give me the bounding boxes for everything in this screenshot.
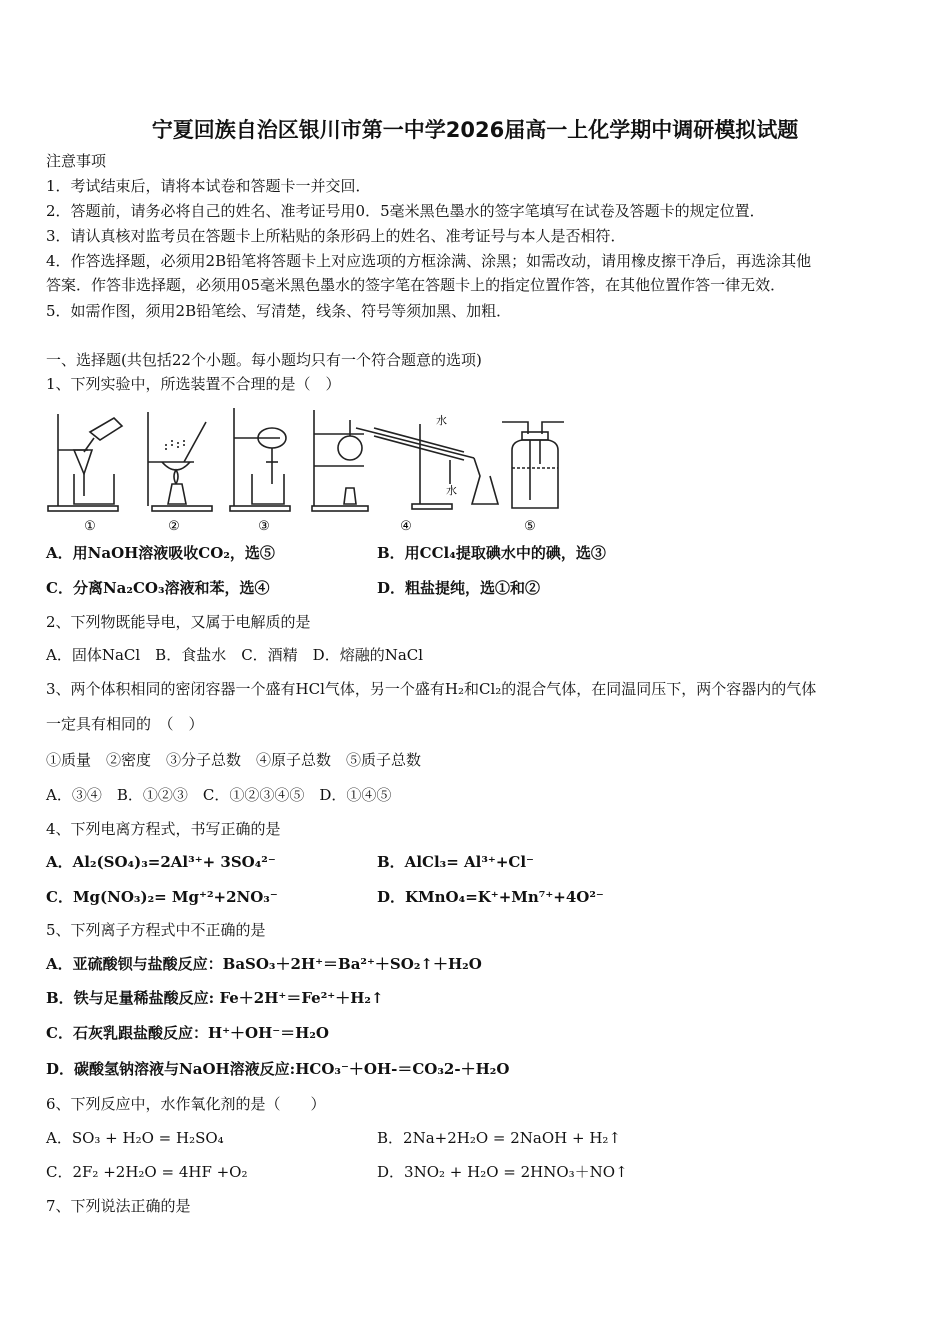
q4-option-d: D．KMnO₄=K⁺+Mn⁷⁺+4O²⁻ [377,888,604,906]
q4-option-a: A．Al₂(SO₄)₃=2Al³⁺+ 3SO₄²⁻ [46,853,276,871]
figure-label: ③ [258,519,270,534]
apparatus-4-distillation [312,410,498,511]
q6-option-b: B．2Na+2H₂O = 2NaOH + H₂↑ [377,1129,621,1147]
q1-option-c: C．分离Na₂CO₃溶液和苯，选④ [46,579,270,597]
q4-option-b: B．AlCl₃= Al³⁺+Cl⁻ [377,853,534,871]
q4-stem: 4、下列电离方程式，书写正确的是 [46,820,281,838]
water-label: 水 [446,484,457,497]
notice-item: 3．请认真核对监考员在答题卡上所粘贴的条形码上的姓名、准考证号与本人是否相符． [46,227,626,245]
section-heading: 一、选择题(共包括22个小题。每小题均只有一个符合题意的选项) [46,351,482,369]
q6-option-c: C．2F₂ +2H₂O = 4HF +O₂ [46,1163,248,1181]
apparatus-5-gas-bottle [502,422,564,508]
apparatus-2-evaporation [148,412,212,511]
figure-label: ① [84,519,96,534]
q5-option-b: B．铁与足量稀盐酸反应: Fe＋2H⁺＝Fe²⁺＋H₂↑ [46,989,384,1007]
q3-options: A．③④ B．①②③ C．①②③④⑤ D．①④⑤ [46,786,392,804]
notice-item: 1．考试结束后，请将本试卷和答题卡一并交回． [46,177,371,195]
notice-item: 4．作答选择题，必须用2B铅笔将答题卡上对应选项的方框涂满、涂黑；如需改动，请用橡皮擦干净后，再选涂其他 [46,252,812,270]
q6-stem: 6、下列反应中，水作氧化剂的是（ ） [46,1095,326,1113]
q5-option-d: D．碳酸氢钠溶液与NaOH溶液反应:HCO₃⁻＋OH-＝CO₃2-＋H₂O [46,1060,510,1078]
q5-option-a: A．亚硫酸钡与盐酸反应：BaSO₃＋2H⁺＝Ba²⁺＋SO₂↑＋H₂O [46,955,482,973]
q6-option-d: D．3NO₂ + H₂O = 2HNO₃＋NO↑ [377,1163,628,1181]
q2-options: A．固体NaCl B．食盐水 C．酒精 D．熔融的NaCl [46,646,424,664]
apparatus-3-separatory-funnel [230,408,290,511]
q7-stem: 7、下列说法正确的是 [46,1197,191,1215]
q1-option-a: A．用NaOH溶液吸收CO₂，选⑤ [46,544,275,562]
notice-item: 5．如需作图，须用2B铅笔绘、写清楚，线条、符号等须加黑、加粗． [46,302,512,320]
q3-stem: 3、两个体积相同的密闭容器一个盛有HCl气体，另一个盛有H₂和Cl₂的混合气体，在同温同压下，两个容器内的气体 [46,680,817,698]
q5-stem: 5、下列离子方程式中不正确的是 [46,921,266,939]
q1-stem: 1、下列实验中，所选装置不合理的是（ ） [46,375,341,393]
apparatus-1-filtration [48,414,122,511]
figure-label: ⑤ [524,519,536,534]
q1-apparatus-figure [44,404,564,536]
notice-item: 答案．作答非选择题，必须用05毫米黑色墨水的签字笔在答题卡上的指定位置作答，在其他位置作答一律无效． [46,276,786,294]
q3-stem-cont: 一定具有相同的 （ ） [46,715,204,733]
q5-option-c: C．石灰乳跟盐酸反应：H⁺＋OH⁻＝H₂O [46,1024,329,1042]
q3-items: ①质量 ②密度 ③分子总数 ④原子总数 ⑤质子总数 [46,751,422,769]
q6-option-a: A．SO₃ + H₂O = H₂SO₄ [46,1129,224,1147]
q2-stem: 2、下列物既能导电，又属于电解质的是 [46,613,311,631]
water-label: 水 [436,414,447,427]
figure-label: ④ [400,519,412,534]
q1-option-d: D．粗盐提纯，选①和② [377,579,541,597]
page-title: 宁夏回族自治区银川市第一中学2026届高一上化学期中调研模拟试题 [151,118,799,142]
notice-heading: 注意事项 [46,152,107,170]
q4-option-c: C．Mg(NO₃)₂= Mg⁺²+2NO₃⁻ [46,888,278,906]
q1-option-b: B．用CCl₄提取碘水中的碘，选③ [377,544,606,562]
figure-label: ② [168,519,180,534]
notice-item: 2．答题前，请务必将自己的姓名、准考证号用0．5毫米黑色墨水的签字笔填写在试卷及答题卡的规定位置． [46,202,765,220]
